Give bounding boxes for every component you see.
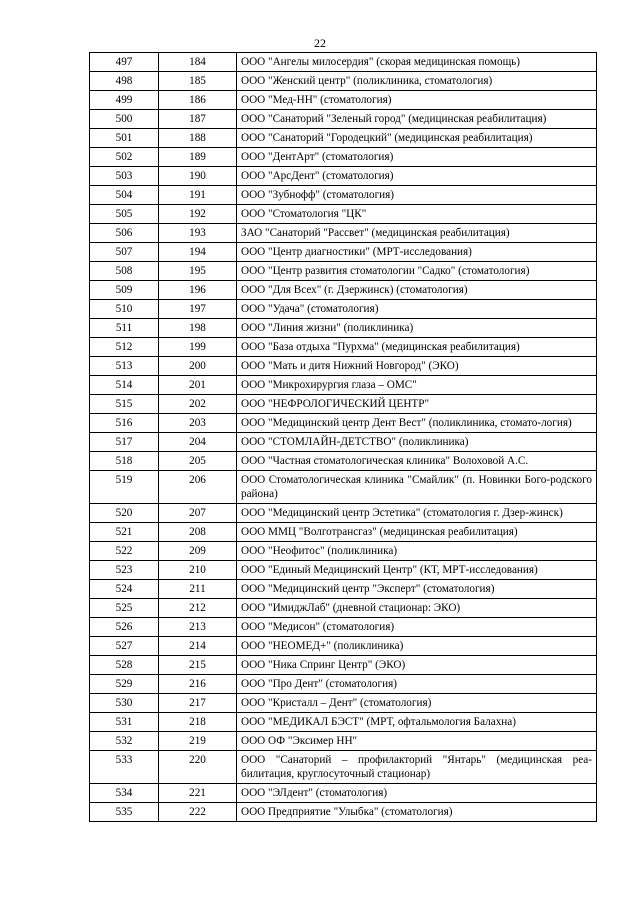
row-number: 520 bbox=[90, 504, 159, 523]
table-row bbox=[90, 637, 597, 656]
registry-number: 222 bbox=[159, 803, 237, 822]
table-row bbox=[90, 319, 597, 338]
row-number: 510 bbox=[90, 300, 159, 319]
registry-number: 198 bbox=[159, 319, 237, 338]
registry-number: 191 bbox=[159, 186, 237, 205]
table-row bbox=[90, 53, 597, 72]
registry-number: 187 bbox=[159, 110, 237, 129]
organization-name: ООО ММЦ "Волготрансгаз" (медицинская реабилитация) bbox=[237, 523, 597, 542]
registry-number: 184 bbox=[159, 53, 237, 72]
row-number: 525 bbox=[90, 599, 159, 618]
registry-number: 186 bbox=[159, 91, 237, 110]
table-row bbox=[90, 580, 597, 599]
registry-number: 204 bbox=[159, 433, 237, 452]
row-number: 522 bbox=[90, 542, 159, 561]
registry-number: 195 bbox=[159, 262, 237, 281]
organization-name: ООО "Ника Спринг Центр" (ЭКО) bbox=[237, 656, 597, 675]
row-number: 527 bbox=[90, 637, 159, 656]
table-row bbox=[90, 224, 597, 243]
table-row bbox=[90, 599, 597, 618]
organization-name: ООО "Удача" (стоматология) bbox=[237, 300, 597, 319]
registry-number: 215 bbox=[159, 656, 237, 675]
table-row bbox=[90, 91, 597, 110]
row-number: 511 bbox=[90, 319, 159, 338]
organization-name: ООО Предприятие "Улыбка" (стоматология) bbox=[237, 803, 597, 822]
organization-name: ООО "Неофитос" (поликлиника) bbox=[237, 542, 597, 561]
row-number: 503 bbox=[90, 167, 159, 186]
organization-name: ООО ОФ "Эксимер НН" bbox=[237, 732, 597, 751]
table-row bbox=[90, 803, 597, 822]
table-row bbox=[90, 110, 597, 129]
row-number: 526 bbox=[90, 618, 159, 637]
row-number: 506 bbox=[90, 224, 159, 243]
registry-number: 205 bbox=[159, 452, 237, 471]
registry-number: 194 bbox=[159, 243, 237, 262]
table-row bbox=[90, 376, 597, 395]
table-row bbox=[90, 395, 597, 414]
registry-number: 213 bbox=[159, 618, 237, 637]
organizations-table bbox=[89, 52, 597, 822]
row-number: 512 bbox=[90, 338, 159, 357]
organization-name: ООО "Зубнофф" (стоматология) bbox=[237, 186, 597, 205]
table-row bbox=[90, 713, 597, 732]
table-row bbox=[90, 471, 597, 504]
row-number: 507 bbox=[90, 243, 159, 262]
registry-number: 217 bbox=[159, 694, 237, 713]
organization-name: ООО "АрсДент" (стоматология) bbox=[237, 167, 597, 186]
registry-number: 221 bbox=[159, 784, 237, 803]
organization-name: ООО "СТОМЛАЙН-ДЕТСТВО" (поликлиника) bbox=[237, 433, 597, 452]
organization-name: ООО "Для Всех" (г. Дзержинск) (стоматология) bbox=[237, 281, 597, 300]
registry-number: 192 bbox=[159, 205, 237, 224]
table-row bbox=[90, 72, 597, 91]
table-row bbox=[90, 281, 597, 300]
organization-name: ООО "Медицинский центр Эстетика" (стоматология г. Дзер-жинск) bbox=[237, 504, 597, 523]
row-number: 509 bbox=[90, 281, 159, 300]
organization-name: ООО "Микрохирургия глаза – ОМС" bbox=[237, 376, 597, 395]
organization-name: ООО "Стоматология "ЦК" bbox=[237, 205, 597, 224]
table-row bbox=[90, 732, 597, 751]
organization-name: ООО "Мед-НН" (стоматология) bbox=[237, 91, 597, 110]
organization-name: ООО "Про Дент" (стоматология) bbox=[237, 675, 597, 694]
table-row bbox=[90, 357, 597, 376]
row-number: 535 bbox=[90, 803, 159, 822]
row-number: 500 bbox=[90, 110, 159, 129]
organization-name: ООО "Санаторий "Зеленый город" (медицинская реабилитация) bbox=[237, 110, 597, 129]
row-number: 514 bbox=[90, 376, 159, 395]
row-number: 531 bbox=[90, 713, 159, 732]
organization-name: ООО "ИмиджЛаб" (дневной стационар: ЭКО) bbox=[237, 599, 597, 618]
table-row bbox=[90, 243, 597, 262]
registry-number: 219 bbox=[159, 732, 237, 751]
organization-name: ООО "Кристалл – Дент" (стоматология) bbox=[237, 694, 597, 713]
organization-name: ООО "Центр диагностики" (МРТ-исследования) bbox=[237, 243, 597, 262]
row-number: 530 bbox=[90, 694, 159, 713]
registry-number: 210 bbox=[159, 561, 237, 580]
organization-name: ООО "Центр развития стоматологии "Садко" (стоматология) bbox=[237, 262, 597, 281]
row-number: 516 bbox=[90, 414, 159, 433]
organization-name: ООО "МЕДИКАЛ БЭСТ" (МРТ, офтальмология Балахна) bbox=[237, 713, 597, 732]
table-row bbox=[90, 542, 597, 561]
row-number: 505 bbox=[90, 205, 159, 224]
organization-name: ООО "НЕФРОЛОГИЧЕСКИЙ ЦЕНТР" bbox=[237, 395, 597, 414]
table-row bbox=[90, 186, 597, 205]
row-number: 499 bbox=[90, 91, 159, 110]
registry-number: 209 bbox=[159, 542, 237, 561]
table-row bbox=[90, 561, 597, 580]
registry-number: 206 bbox=[159, 471, 237, 504]
row-number: 533 bbox=[90, 751, 159, 784]
row-number: 498 bbox=[90, 72, 159, 91]
page-number: 22 bbox=[314, 36, 326, 50]
organization-name: ООО "НЕОМЕД+" (поликлиника) bbox=[237, 637, 597, 656]
table-row bbox=[90, 694, 597, 713]
row-number: 534 bbox=[90, 784, 159, 803]
registry-number: 216 bbox=[159, 675, 237, 694]
registry-number: 208 bbox=[159, 523, 237, 542]
row-number: 523 bbox=[90, 561, 159, 580]
table-row bbox=[90, 656, 597, 675]
organization-name: ООО "База отдыха "Пурхма" (медицинская реабилитация) bbox=[237, 338, 597, 357]
organization-name: ООО "Единый Медицинский Центр" (КТ, МРТ-исследования) bbox=[237, 561, 597, 580]
table-row bbox=[90, 148, 597, 167]
table-row bbox=[90, 433, 597, 452]
organization-name: ООО "Частная стоматологическая клиника" Волоховой А.С. bbox=[237, 452, 597, 471]
organization-name: ООО "Санаторий – профилакторий "Янтарь" (медицинская реа-билитация, круглосуточный стационар) bbox=[237, 751, 597, 784]
row-number: 519 bbox=[90, 471, 159, 504]
row-number: 497 bbox=[90, 53, 159, 72]
registry-number: 202 bbox=[159, 395, 237, 414]
row-number: 518 bbox=[90, 452, 159, 471]
table-row bbox=[90, 618, 597, 637]
organization-name: ООО "Медицинский центр "Эксперт" (стоматология) bbox=[237, 580, 597, 599]
organization-name: ООО "Линия жизни" (поликлиника) bbox=[237, 319, 597, 338]
registry-number: 212 bbox=[159, 599, 237, 618]
row-number: 524 bbox=[90, 580, 159, 599]
table-row bbox=[90, 338, 597, 357]
table-body bbox=[90, 53, 597, 822]
table-row bbox=[90, 129, 597, 148]
registry-number: 196 bbox=[159, 281, 237, 300]
row-number: 521 bbox=[90, 523, 159, 542]
table-row bbox=[90, 504, 597, 523]
registry-number: 211 bbox=[159, 580, 237, 599]
row-number: 508 bbox=[90, 262, 159, 281]
organization-name: ООО "Ангелы милосердия" (скорая медицинская помощь) bbox=[237, 53, 597, 72]
organization-name: ООО "Медисон" (стоматология) bbox=[237, 618, 597, 637]
table-row bbox=[90, 262, 597, 281]
table-row bbox=[90, 784, 597, 803]
table-row bbox=[90, 167, 597, 186]
row-number: 528 bbox=[90, 656, 159, 675]
organization-name: ООО "Мать и дитя Нижний Новгород" (ЭКО) bbox=[237, 357, 597, 376]
registry-number: 189 bbox=[159, 148, 237, 167]
registry-number: 220 bbox=[159, 751, 237, 784]
table-row bbox=[90, 452, 597, 471]
registry-number: 218 bbox=[159, 713, 237, 732]
table-row bbox=[90, 675, 597, 694]
table-row bbox=[90, 414, 597, 433]
row-number: 517 bbox=[90, 433, 159, 452]
organization-name: ЗАО "Санаторий "Рассвет" (медицинская реабилитация) bbox=[237, 224, 597, 243]
registry-number: 203 bbox=[159, 414, 237, 433]
row-number: 515 bbox=[90, 395, 159, 414]
row-number: 502 bbox=[90, 148, 159, 167]
organization-name: ООО "Женский центр" (поликлиника, стоматология) bbox=[237, 72, 597, 91]
organization-name: ООО "ЭЛдент" (стоматология) bbox=[237, 784, 597, 803]
row-number: 529 bbox=[90, 675, 159, 694]
table-row bbox=[90, 300, 597, 319]
registry-number: 201 bbox=[159, 376, 237, 395]
row-number: 513 bbox=[90, 357, 159, 376]
organization-name: ООО Стоматологическая клиника "Смайлик" (п. Новинки Бого-родского района) bbox=[237, 471, 597, 504]
registry-number: 200 bbox=[159, 357, 237, 376]
registry-number: 185 bbox=[159, 72, 237, 91]
organization-name: ООО "ДентАрт" (стоматология) bbox=[237, 148, 597, 167]
organization-name: ООО "Медицинский центр Дент Вест" (поликлиника, стомато-логия) bbox=[237, 414, 597, 433]
organization-name: ООО "Санаторий "Городецкий" (медицинская реабилитация) bbox=[237, 129, 597, 148]
registry-number: 197 bbox=[159, 300, 237, 319]
table-row bbox=[90, 523, 597, 542]
row-number: 501 bbox=[90, 129, 159, 148]
registry-number: 214 bbox=[159, 637, 237, 656]
row-number: 532 bbox=[90, 732, 159, 751]
table-row bbox=[90, 751, 597, 784]
registry-number: 190 bbox=[159, 167, 237, 186]
table-row bbox=[90, 205, 597, 224]
row-number: 504 bbox=[90, 186, 159, 205]
registry-number: 193 bbox=[159, 224, 237, 243]
registry-number: 199 bbox=[159, 338, 237, 357]
registry-number: 188 bbox=[159, 129, 237, 148]
registry-number: 207 bbox=[159, 504, 237, 523]
